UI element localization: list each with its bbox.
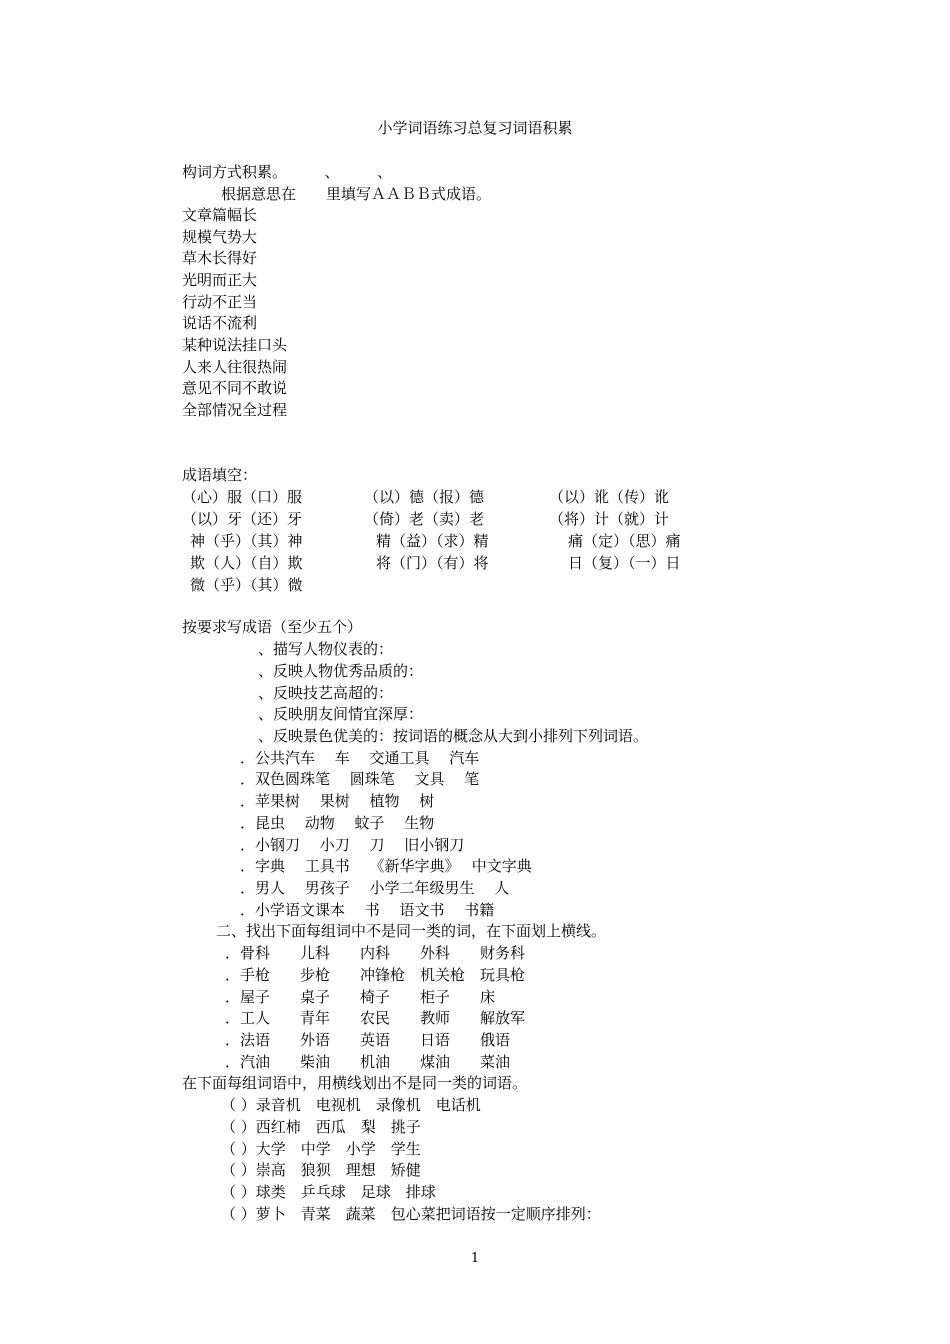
- idiom-cell: 日（复）（一）日: [568, 554, 681, 572]
- page-number: 1: [470, 1251, 480, 1266]
- list-item: 规模气势大: [182, 228, 258, 246]
- list-item: ．骨科 儿科 内科 外科 财务科: [225, 944, 526, 962]
- section1-instruction: 根据意思在 里填写ＡＡＢＢ式成语。: [221, 185, 492, 203]
- idiom-cell: 神（乎）（其）神: [190, 532, 303, 550]
- idiom-cell: （倚）老（卖）老: [364, 510, 485, 528]
- list-item: ．昆虫 动物 蚊子 生物: [240, 814, 435, 832]
- section1-heading: 构词方式积累。 、 、: [182, 163, 393, 181]
- list-item: 文章篇幅长: [182, 206, 258, 224]
- section2-heading: 成语填空：: [182, 466, 258, 484]
- idiom-cell: 欺（人）（自）欺: [190, 554, 303, 572]
- list-item: ．小学语文课本 书 语文书 书籍: [240, 901, 495, 919]
- list-item: 某种说法挂口头: [182, 336, 288, 354]
- list-item: （ ）萝卜 青菜 蔬菜 包心菜把词语按一定顺序排列：: [221, 1205, 601, 1223]
- list-item: 意见不同不敢说: [182, 379, 288, 397]
- list-item: （ ）西红柿 西瓜 梨 挑子: [221, 1118, 421, 1136]
- list-item: 人来人往很热闹: [182, 358, 288, 376]
- list-item: ．男人 男孩子 小学二年级男生 人: [240, 879, 510, 897]
- list-item: 行动不正当: [182, 293, 258, 311]
- list-item: 说话不流利: [182, 314, 258, 332]
- list-item: 、描写人物仪表的：: [258, 640, 394, 658]
- list-item: （ ）崇高 狼狈 理想 矫健: [221, 1161, 421, 1179]
- list-item: （ ）球类 乒乓球 足球 排球: [221, 1183, 436, 1201]
- idiom-cell: （将）计（就）计: [549, 510, 670, 528]
- list-item: 草木长得好: [182, 249, 258, 267]
- idiom-cell: 痛（定）（思）痛: [568, 532, 681, 550]
- list-item: 、反映景色优美的：按词语的概念从大到小排列下列词语。: [258, 727, 649, 745]
- idiom-cell: 将（门）（有）将: [376, 554, 489, 572]
- page-title: 小学词语练习总复习词语积累: [377, 119, 573, 137]
- list-item: （ ）大学 中学 小学 学生: [221, 1140, 421, 1158]
- list-item: ．小钢刀 小刀 刀 旧小钢刀: [240, 836, 465, 854]
- idiom-cell: 精（益）（求）精: [376, 532, 489, 550]
- list-item: 全部情况全过程: [182, 401, 288, 419]
- section4-heading: 二、找出下面每组词中不是同一类的词，在下面划上横线。: [216, 922, 607, 940]
- section3-heading: 按要求写成语（至少五个）: [182, 618, 363, 636]
- list-item: ．法语 外语 英语 日语 俄语: [225, 1031, 511, 1049]
- list-item: ．屋子 桌子 椅子 柜子 床: [225, 988, 496, 1006]
- list-item: 光明而正大: [182, 271, 258, 289]
- list-item: ．苹果树 果树 植物 树: [240, 792, 435, 810]
- idiom-cell: （以）讹（传）讹: [549, 488, 670, 506]
- list-item: ．汽油 柴油 机油 煤油 菜油: [225, 1053, 511, 1071]
- idiom-cell: （以）德（报）德: [364, 488, 485, 506]
- list-item: （ ）录音机 电视机 录像机 电话机: [221, 1096, 481, 1114]
- list-item: ．手枪 步枪 冲锋枪 机关枪 玩具枪: [225, 966, 526, 984]
- idiom-cell: 微（乎）（其）微: [190, 576, 303, 594]
- list-item: 、反映人物优秀品质的：: [258, 662, 424, 680]
- idiom-cell: （心）服（口）服: [182, 488, 303, 506]
- idiom-cell: （以）牙（还）牙: [182, 510, 303, 528]
- list-item: ．字典 工具书 《新华字典》 中文字典: [240, 857, 532, 875]
- list-item: ．双色圆珠笔 圆珠笔 文具 笔: [240, 770, 480, 788]
- list-item: 、反映朋友间情宜深厚：: [258, 705, 424, 723]
- list-item: ．工人 青年 农民 教师 解放军: [225, 1009, 526, 1027]
- section5-heading: 在下面每组词语中，用横线划出不是同一类的词语。: [182, 1074, 528, 1092]
- list-item: ．公共汽车 车 交通工具 汽车: [240, 749, 480, 767]
- list-item: 、反映技艺高超的：: [258, 684, 394, 702]
